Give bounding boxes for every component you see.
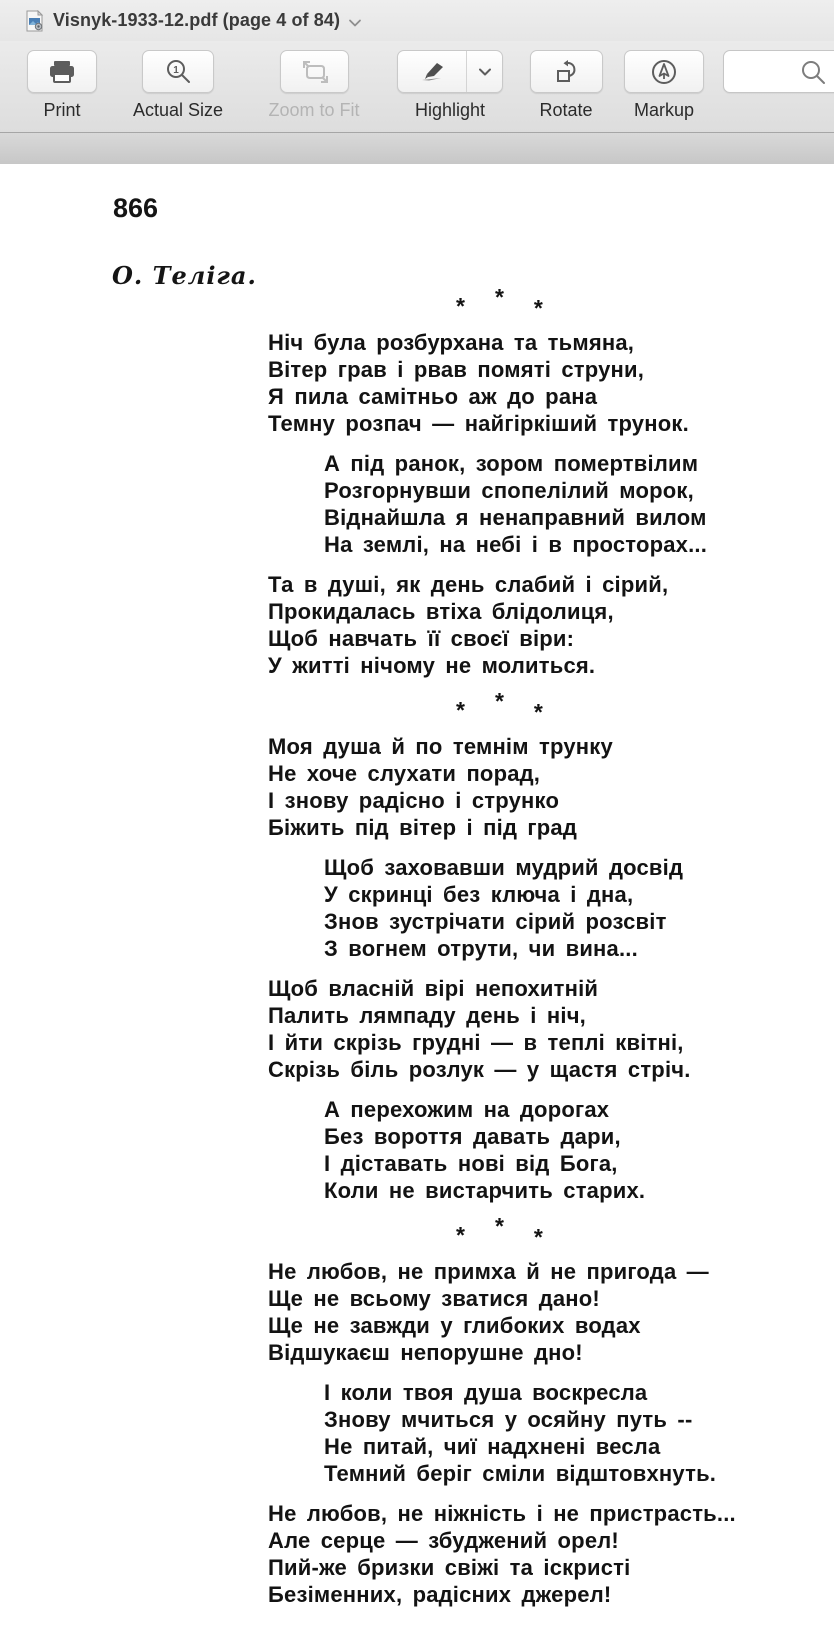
pdf-page	[0, 164, 834, 1646]
poem-line: Але серце — збуджений орел!	[268, 1528, 619, 1553]
poem-line: І діставать нові від Бога,	[324, 1151, 618, 1176]
poem-line: Без вороття давать дари,	[324, 1124, 621, 1149]
poem-line: А перехожим на дорогах	[324, 1097, 610, 1122]
poem-line: Темний беріг сміли відштовхнуть.	[324, 1461, 717, 1486]
poem-line: Знов зустрічати сірий розсвіт	[324, 909, 667, 934]
actual-size-button-group	[118, 50, 238, 121]
poem	[0, 284, 834, 1608]
poem-line: Я пила самітньо аж до рана	[268, 384, 598, 409]
stanza	[268, 1500, 834, 1608]
stanza	[268, 733, 834, 841]
poem-line: Не любов, не ніжність і не пристрасть...	[268, 1501, 736, 1526]
rotate-button-group	[528, 50, 604, 121]
poem-line: Пий-же бризки свіжі та іскристі	[268, 1555, 631, 1580]
poem-line: І йти скрізь грудні — в теплі квітні,	[268, 1030, 684, 1055]
stanza	[324, 1096, 834, 1204]
poem-line: Та в душі, як день слабий і сірий,	[268, 572, 669, 597]
search-input[interactable]	[732, 51, 800, 94]
star-glyph: *	[456, 293, 465, 319]
star-glyph: *	[456, 1222, 465, 1248]
poem-line: Не питай, чиї надхнені весла	[324, 1434, 661, 1459]
pdf-document-icon	[25, 10, 44, 32]
zoom-to-fit-label: Zoom to Fit	[268, 100, 360, 120]
highlight-split-button	[397, 50, 503, 93]
printer-icon	[47, 59, 77, 85]
poem-line: Моя душа й по темнім трунку	[268, 734, 613, 759]
zoom-to-fit-button[interactable]	[280, 50, 349, 93]
poem-line: Щоб заховавши мудрий досвід	[324, 855, 684, 880]
svg-text:1: 1	[173, 64, 179, 76]
rotate-left-icon	[552, 58, 580, 86]
poem-line: Ще не всьому зватися дано!	[268, 1286, 600, 1311]
pdf-view-background	[0, 133, 834, 164]
poem-line: На землі, на небі і в просторах...	[324, 532, 708, 557]
title-menu-chevron-icon[interactable]	[348, 16, 362, 30]
poem-line: Скрізь біль розлук — у щастя стріч.	[268, 1057, 691, 1082]
title-bar	[0, 0, 834, 41]
poem-line: У скринці без ключа і дна,	[324, 882, 634, 907]
stanza	[324, 854, 834, 962]
poem-line: І знову радісно і струнко	[268, 788, 560, 813]
poem-line: А під ранок, зором помертвілим	[324, 451, 699, 476]
star-glyph: *	[494, 1213, 504, 1239]
poem-line: Ніч була розбурхана та тьмяна,	[268, 330, 635, 355]
zoom-to-fit-icon	[299, 59, 329, 85]
print-button-group	[27, 50, 97, 121]
stanza-separator-stars	[456, 688, 834, 725]
poem-line: Розгорнувши спопелілий морок,	[324, 478, 694, 503]
poem-line: Віднайшла я ненаправний вилом	[324, 505, 707, 530]
highlight-label: Highlight	[414, 100, 486, 120]
stanza	[268, 1258, 834, 1366]
stanza	[268, 975, 834, 1083]
poem-line: Відшукаєш непорушне дно!	[268, 1340, 583, 1365]
print-label: Print	[43, 100, 81, 120]
poem-line: Щоб власній вірі непохитній	[268, 976, 599, 1001]
markup-button[interactable]	[624, 50, 704, 93]
poem-line: Прокидалась втіха блідолиця,	[268, 599, 614, 624]
magnifier-1-icon	[164, 58, 192, 86]
rotate-button[interactable]	[530, 50, 603, 93]
poem-line: Вітер грав і рвав помяті струни,	[268, 357, 645, 382]
window-title: Visnyk-1933-12.pdf (page 4 of 84)	[53, 10, 341, 30]
star-glyph: *	[533, 295, 543, 321]
poem-line: Ще не завжди у глибоких водах	[268, 1313, 641, 1338]
poem-line: Біжить під вітер і під град	[268, 815, 578, 840]
highlighter-icon	[417, 60, 447, 84]
poem-line: У житті нічому не молиться.	[268, 653, 596, 678]
search-icon	[800, 59, 826, 85]
stanza	[268, 329, 834, 437]
actual-size-label: Actual Size	[132, 100, 224, 120]
highlight-button[interactable]	[398, 51, 466, 92]
print-button[interactable]	[27, 50, 97, 93]
poem-line: Знову мчиться у осяйну путь --	[324, 1407, 693, 1432]
author-name: О. Теліга.	[112, 261, 257, 290]
stanza-separator-stars	[456, 1213, 834, 1250]
poem-line: Не любов, не примха й не пригода —	[268, 1259, 709, 1284]
poem-line: Не хоче слухати порад,	[268, 761, 541, 786]
stanza-separator-stars	[456, 284, 834, 321]
poem-line: Безіменних, радісних джерел!	[268, 1582, 612, 1607]
star-glyph: *	[533, 1224, 543, 1250]
stanza	[324, 1379, 834, 1487]
star-glyph: *	[494, 688, 504, 714]
stanza	[268, 571, 834, 679]
poem-line: З вогнем отрути, чи вина...	[324, 936, 638, 961]
poem-line: Щоб навчать її своєї віри:	[268, 626, 575, 651]
markup-label: Markup	[633, 100, 695, 120]
poem-line: Темну розпач — найгіркіший трунок.	[268, 411, 689, 436]
poem-line: Коли не вистарчить старих.	[324, 1178, 646, 1203]
markup-pen-icon	[650, 58, 678, 86]
highlight-button-group	[397, 50, 503, 121]
zoom-to-fit-button-group	[253, 50, 375, 121]
markup-button-group	[623, 50, 705, 121]
star-glyph: *	[494, 284, 504, 310]
star-glyph: *	[456, 697, 465, 723]
poem-line: Палить лямпаду день і ніч,	[268, 1003, 586, 1028]
poem-line: І коли твоя душа воскресла	[324, 1380, 648, 1405]
page-number: 866	[113, 193, 159, 223]
star-glyph: *	[533, 699, 543, 725]
search-field[interactable]	[723, 50, 834, 93]
actual-size-button[interactable]	[142, 50, 214, 93]
stanza	[324, 450, 834, 558]
toolbar	[0, 41, 834, 133]
rotate-label: Rotate	[539, 100, 593, 120]
highlight-dropdown-button[interactable]	[467, 51, 502, 92]
